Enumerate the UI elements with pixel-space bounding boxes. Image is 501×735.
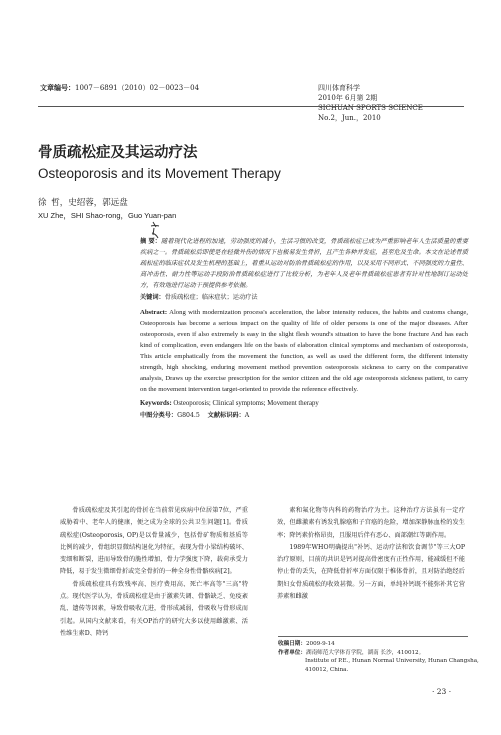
clc-label: 中图分类号： [140, 412, 178, 419]
keywords-en-label: Keywords: [140, 400, 172, 407]
journal-info [318, 83, 423, 123]
received-label: 收稿日期： [278, 641, 306, 647]
abstract-en-text: Along with modernization process's acceleration, the labor intensity reduces, the habits and customs change, Osteoporosis has become a serious impact on the quality of life of older persons is one of the major diseases. After osteoporosis, even if also extremely is easy in the slight flesh wound's situation to have the bone fracture And has each kind of complication, even endangers life on the basis of elaboration clinical symptoms and mechanism of osteoporosis, This article emphatically from the movement the function, as well as used the different form, the different intensity strength, high shocking, enduring movement method prevention osteoporosis sickness to carry on the comparative analysis, Draws up the exercise prescription for the senior citizen and the old age osteoporosis sickness patient, to carry on the movement intervention target-oriented to provide the reference effectively. [140, 309, 468, 393]
received-date [278, 640, 468, 649]
unit-cn-value: 湖南师范大学体育学院，湖南 长沙，410012。 [305, 649, 425, 656]
body-column-left [60, 505, 248, 640]
article-title-cn: 骨质疏松症及其运动疗法 [38, 144, 198, 161]
keywords-cn [140, 292, 468, 303]
classification-line [140, 410, 468, 421]
body-paragraph: 素和氟化物等内科的药物治疗为主。这种治疗方法虽有一定疗效，但雌激素有诱发乳腺癌和子宫癌的危险，增加深静脉血栓的发生率；降钙素价格昂贵，且服用后伴有恶心、面部潮红等副作用。 [277, 507, 465, 539]
footnote [278, 636, 479, 674]
keywords-en [140, 398, 468, 409]
keywords-en-text: Osteoporosis; Clinical symptoms; Movement therapy [173, 400, 319, 407]
authors-en: XU Zhe，SHI Shao-rong，Guo Yuan-pan [38, 211, 177, 220]
abstract-cn-text: 随着现代化进程的加速，劳动强度的减小，生活习惯的改变，骨质疏松症已成为严重影响老年人生活质量的重要疾病之一。骨质疏松后即使是在轻微外伤的情况下也极易发生骨折，且产生各种并发症，甚至危及生命。本文在论述骨质疏松症的临床症状及发生机理的基础上，着重从运动对防治骨质疏松症的作用，以及采用不同形式、不同强度的力量性、高冲击性、耐力性等运动手段防治骨质疏松症进行了比较分析，为老年人及老年骨质疏松症患者有针对性地制订运动处方，有效地进行运动干预提供参考依据。 [140, 238, 469, 289]
journal-name-cn: 四川体育科学 [318, 84, 360, 92]
authors-cn: 徐 哲，史绍蓉，郭远盘 [38, 198, 128, 208]
abstract-en-label: Abstract: [140, 309, 168, 316]
doc-code-label: 文献标识码： [207, 412, 245, 419]
journal-issue-cn: 2010年 6月第 2期 [318, 94, 378, 102]
body-paragraph: 1989年WHO明确提出"补钙、运动疗法和饮食调节"等三大OP治疗原则，目前的共识是钙对提高骨密度有正性作用，能减缓但不能停止骨的丢失，在降低骨折率方面仅限于椎体骨折，且对防治绝经后期妇女骨质疏松的收效甚微。另一方面，单纯补钙既不能弥补其它营养素和雌激 [277, 543, 465, 601]
article-id [40, 83, 199, 93]
author-unit-en-1: Institute of P.E., Hunan Normal University, Hunan Changsha, [305, 658, 479, 665]
article-id-label: 文章编号： [40, 83, 75, 92]
author-unit-cn [278, 649, 468, 658]
journal-name-en: SICHUAN SPORTS SCIENCE [318, 104, 423, 112]
body-column-right [277, 505, 465, 603]
article-title-en: Osteoporosis and its Movement Therapy [38, 166, 281, 181]
journal-issue-en: No.2，Jun.，2010 [318, 114, 381, 122]
unit-label: 作者单位： [278, 649, 306, 656]
keywords-cn-text: 骨质疏松症；临床症状；运动疗法 [164, 294, 258, 301]
clc-value: G804.5 [177, 412, 200, 419]
abstract-cn [140, 236, 468, 291]
author-unit-en-2: 410012, China. [305, 666, 349, 673]
abstract-cn-label: 摘 要： [140, 238, 162, 245]
received-value: 2009-9-14 [305, 641, 335, 647]
keywords-cn-label: 关键词： [140, 294, 165, 301]
article-id-value: 1007－6891（2010）02－0023－04 [75, 84, 200, 92]
body-paragraph: 骨质疏松症具有致残率高、医疗费用高、死亡率高等"三高"特点。现代医学认为，骨质疏松症是由于激素失调、骨骼缺乏、免疫紊乱、遗传等因素，导致骨吸收亢进，骨形成减弱，骨吸收与骨形成而引起。从国内文献来看，有关OP治疗的研究大多以使用雌激素、活性维生素D、降钙 [60, 580, 248, 637]
doc-code-value: A [244, 412, 250, 419]
page-number: · 23 · [432, 687, 452, 696]
header-divider [38, 106, 464, 107]
abstract-block [140, 236, 468, 421]
abstract-en [140, 307, 468, 395]
body-paragraph: 骨质疏松症及其引起的骨折在当前常见疾病中位居第7位，严重威胁着中、老年人的健康，便之成为全球的公共卫生问题[1]。骨质疏松症(Osteoporosis, OP)是以骨量减少，包括骨矿物质和基质等比例的减少，骨组织显微结构退化为特征，表现为骨小梁结构破坏、变细和断裂，进而导致骨的脆性增加，骨力学强度下降，载荷承受力降低，易于发生微细骨折或完全骨折的一种全身性骨骼疾病[2]。 [60, 507, 248, 576]
